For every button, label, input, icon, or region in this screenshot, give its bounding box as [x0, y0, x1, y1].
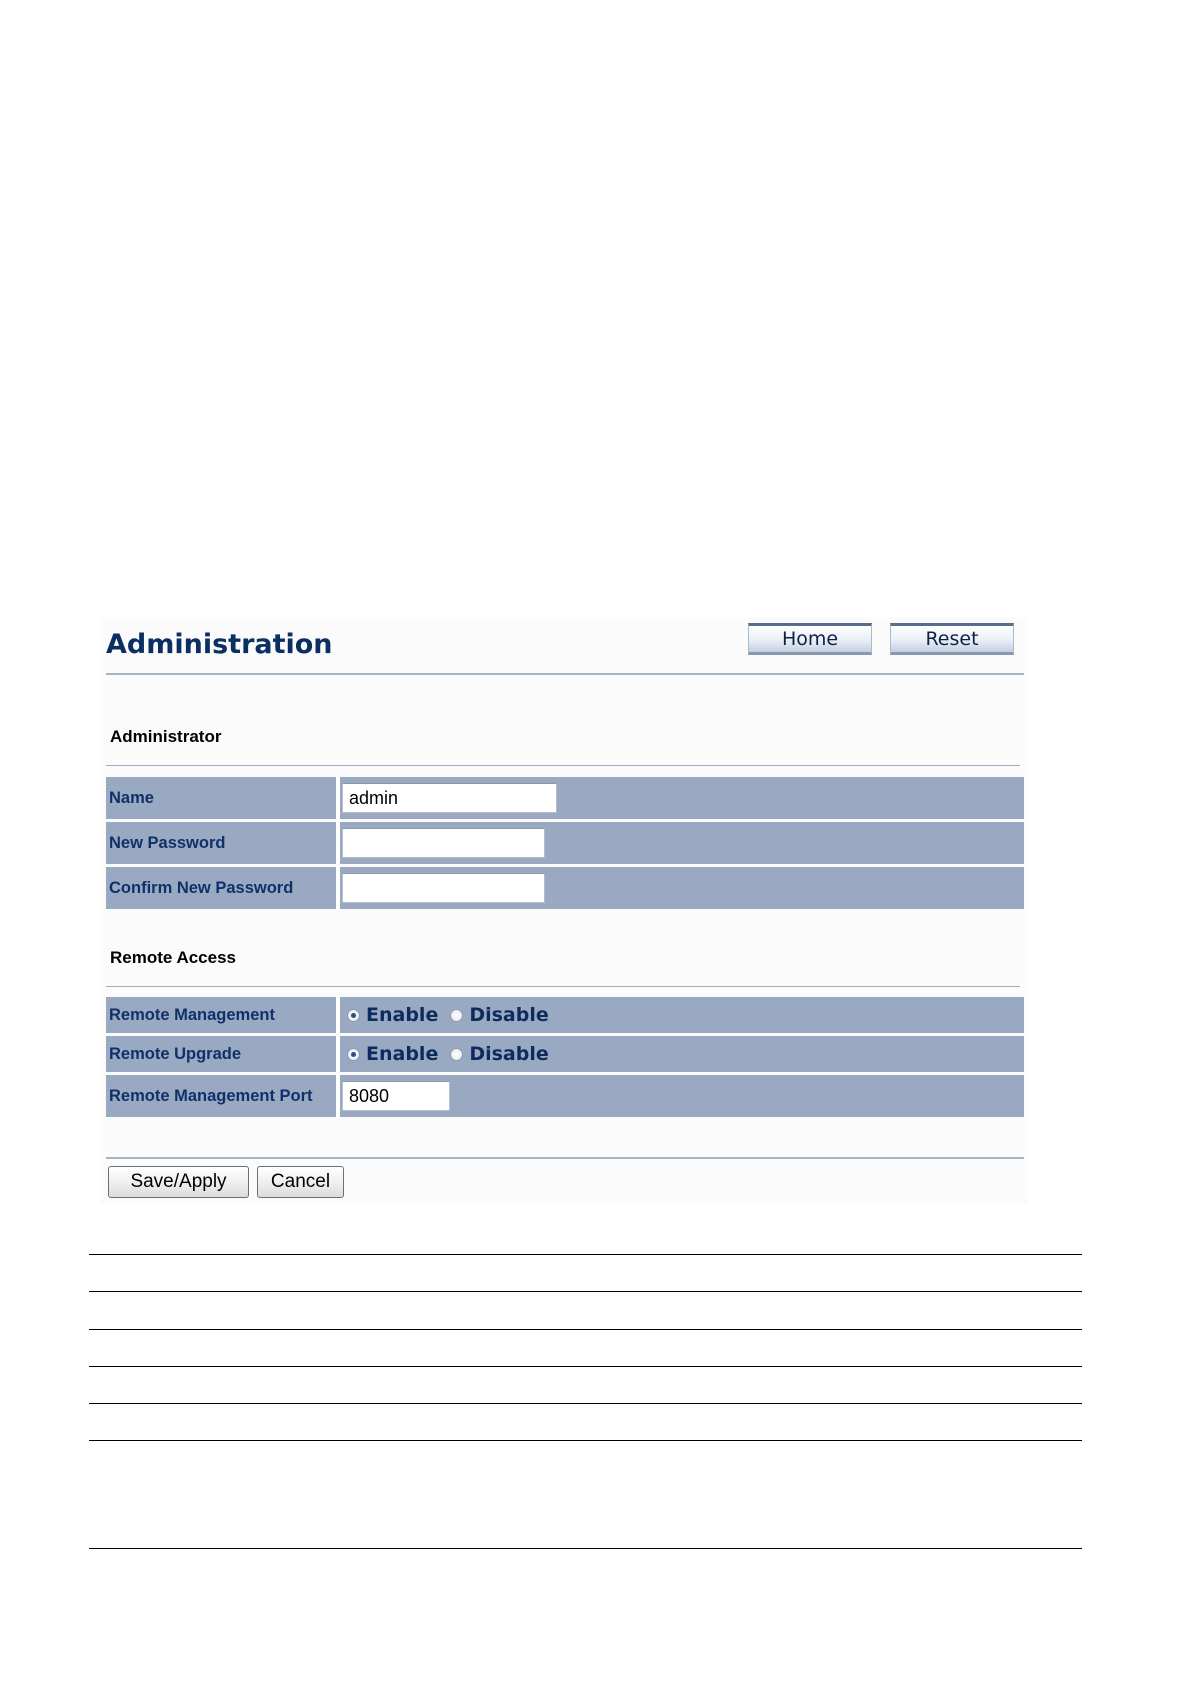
remote-upgrade-label: Remote Upgrade	[109, 1044, 242, 1063]
document-table-rule	[89, 1291, 1082, 1292]
document-footer-rule	[89, 1548, 1082, 1549]
name-row	[106, 777, 1024, 819]
remote-upgrade-options	[347, 1036, 561, 1072]
row-divider	[336, 822, 340, 864]
row-divider	[336, 777, 340, 819]
remote-access-section-title: Remote Access	[110, 948, 236, 967]
administrator-form	[106, 777, 1024, 912]
remote-management-port-input[interactable]	[342, 1081, 450, 1111]
remote-upgrade-enable-radio[interactable]	[347, 1048, 360, 1061]
remote-management-port-row	[106, 1075, 1024, 1117]
save-apply-button[interactable]: Save/Apply	[108, 1166, 249, 1198]
remote-management-options	[347, 997, 561, 1033]
new-password-input[interactable]	[342, 828, 545, 858]
confirm-password-input[interactable]	[342, 873, 545, 903]
actions-divider	[106, 1157, 1024, 1159]
name-input[interactable]	[342, 783, 557, 813]
remote-management-enable-radio[interactable]	[347, 1009, 360, 1022]
disable-label[interactable]: Disable	[469, 1004, 549, 1026]
remote-management-label: Remote Management	[109, 1005, 275, 1024]
administration-panel	[100, 617, 1028, 1204]
remote-management-port-label: Remote Management Port	[109, 1086, 313, 1105]
remote-access-form	[106, 997, 1024, 1120]
page-title: Administration	[106, 629, 333, 660]
cancel-button[interactable]: Cancel	[257, 1166, 344, 1198]
confirm-password-label: Confirm New Password	[109, 878, 294, 897]
document-table-rule	[89, 1254, 1082, 1255]
administrator-section-divider	[106, 765, 1020, 766]
document-table-rule	[89, 1329, 1082, 1330]
remote-management-disable-radio[interactable]	[450, 1009, 463, 1022]
row-divider	[336, 1036, 340, 1072]
row-divider	[336, 1075, 340, 1117]
reset-button[interactable]: Reset	[890, 623, 1014, 655]
enable-label[interactable]: Enable	[366, 1004, 439, 1026]
document-table-rule	[89, 1440, 1082, 1441]
remote-upgrade-row	[106, 1036, 1024, 1072]
row-divider	[336, 867, 340, 909]
remote-access-section-divider	[106, 986, 1020, 987]
title-divider	[106, 673, 1024, 675]
remote-management-row	[106, 997, 1024, 1033]
home-button[interactable]: Home	[748, 623, 872, 655]
enable-label[interactable]: Enable	[366, 1043, 439, 1065]
disable-label[interactable]: Disable	[469, 1043, 549, 1065]
new-password-row	[106, 822, 1024, 864]
remote-upgrade-disable-radio[interactable]	[450, 1048, 463, 1061]
new-password-label: New Password	[109, 833, 226, 852]
confirm-password-row	[106, 867, 1024, 909]
row-divider	[336, 997, 340, 1033]
administrator-section-title: Administrator	[110, 727, 222, 746]
document-table-rule	[89, 1403, 1082, 1404]
name-label: Name	[109, 788, 154, 807]
document-table-rule	[89, 1366, 1082, 1367]
